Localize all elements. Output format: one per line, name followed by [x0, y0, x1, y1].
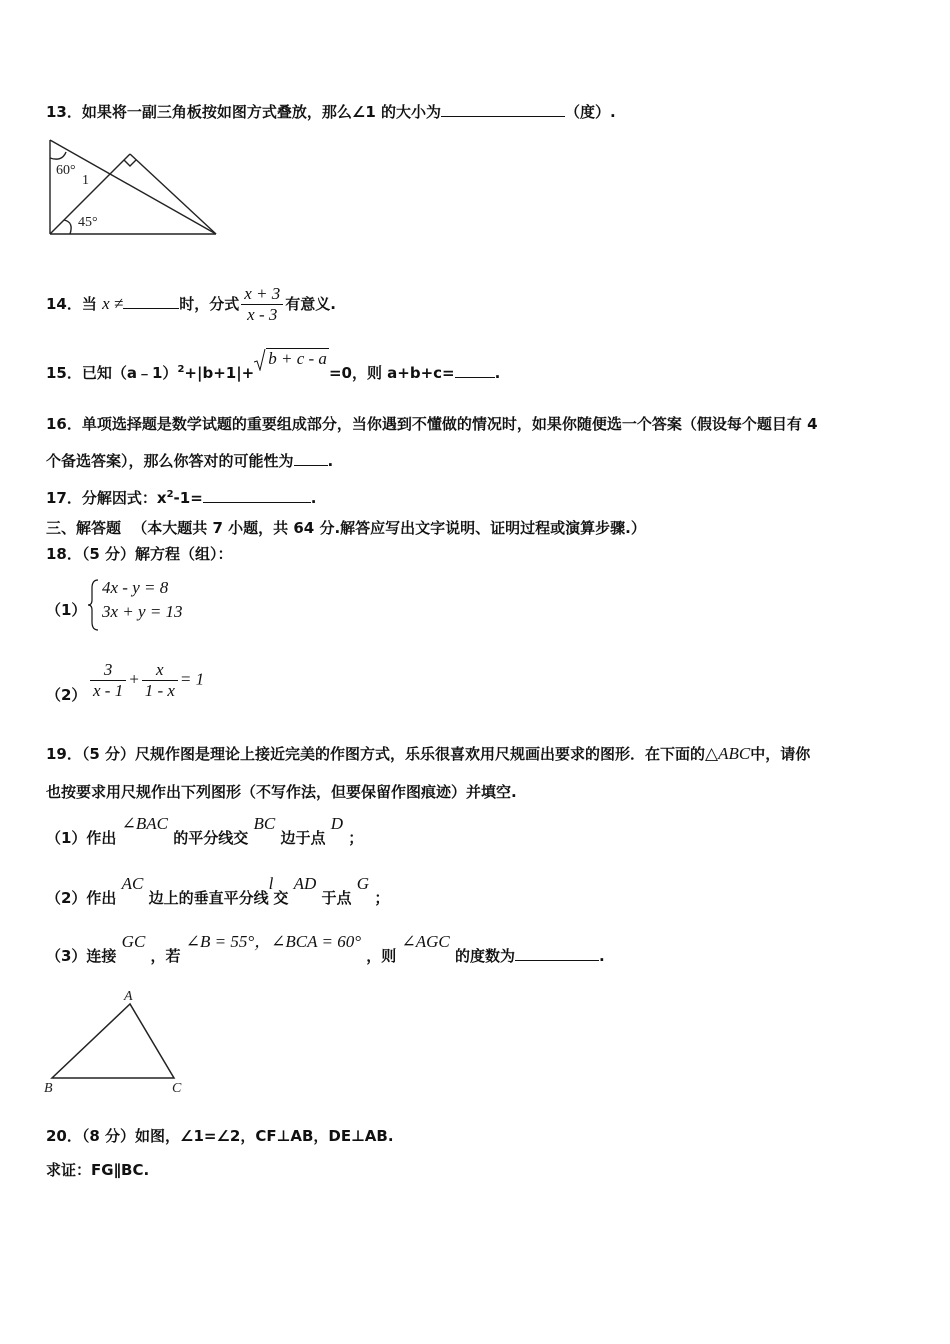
q19-s3c: ，则: [366, 947, 397, 965]
q19-s2e: ；: [374, 889, 390, 907]
q19-answer-blank: [515, 946, 599, 961]
q19-s2-g: G: [356, 874, 370, 893]
q19-triangle-figure: [40, 986, 200, 1098]
q19-s2-ac: AC: [121, 874, 144, 893]
q16-line1: 16．单项选择题是数学试题的重要组成部分，当你遇到不懂做的情况时，如果你随便选一个答案（假设每个题目有 4: [46, 415, 818, 433]
q19-s1-d: D: [330, 814, 344, 833]
q17-line: [46, 485, 316, 508]
q16-answer-blank: [294, 451, 328, 466]
q18-eq1: 4x - y = 8: [102, 578, 169, 597]
section3-note: （本大题共 7 小题，共 64 分.解答应写出文字说明、证明过程或演算步骤.）: [132, 519, 646, 537]
q19-s3-angles: ∠B = 55°，∠BCA = 60°: [185, 932, 361, 951]
q14-suffix: 有意义.: [285, 295, 336, 313]
q19-s3d: 的度数为: [454, 947, 515, 965]
q13-angle1-label: 1: [82, 173, 89, 188]
q18-f1-den: x - 1: [93, 681, 124, 700]
q15-answer-blank: [455, 363, 495, 378]
q17-end: .: [310, 489, 317, 507]
q13-angle60-label: 60°: [56, 163, 76, 178]
q19-step1: [46, 814, 364, 848]
q19-s3a: （3）连接: [46, 947, 117, 965]
section3-heading: [46, 518, 646, 538]
q18-eq2: 3x + y = 13: [102, 602, 183, 621]
q14-numerator: x + 3: [241, 284, 283, 305]
q15-radicand: b + c - a: [268, 349, 327, 368]
q18-title: 18．（5 分）解方程（组）：: [46, 545, 233, 563]
q19-vertex-a: A: [124, 989, 133, 1004]
q19-s3e: .: [598, 947, 605, 965]
q18-rhs: = 1: [179, 669, 205, 689]
q14-fraction: [241, 284, 283, 325]
q19-line1: [46, 744, 810, 764]
q19-s3-agc: ∠AGC: [401, 932, 450, 951]
q19-line2: 也按要求用尺规作出下列图形（不写作法，但要保留作图痕迹）并填空.: [46, 783, 517, 801]
q14-mid: 时，分式: [179, 295, 240, 313]
q17-mid: -1=: [173, 489, 203, 507]
q20-line2: 求证：FG∥BC.: [46, 1161, 150, 1179]
q19-s1-angle: ∠BAC: [121, 814, 169, 833]
q13-prefix: 13．如果将一副三角板按如图方式叠放，那么∠1 的大小为: [46, 103, 441, 121]
q18-fraction2: [142, 660, 178, 701]
q19-line1a: 19．（5 分）尺规作图是理论上接近完美的作图方式，乐乐很喜欢用尺规画出要求的图形．在下面的: [46, 745, 706, 763]
q18-part2-equation: [88, 660, 204, 701]
q15-end: .: [494, 364, 501, 382]
q19-line1b: 中，请你: [750, 745, 811, 763]
q19-s3-gc: GC: [121, 932, 146, 951]
q19-s1b: 的平分线交: [173, 829, 249, 847]
q18-part2-label: （2）: [46, 686, 87, 704]
q18-f2-den: 1 - x: [144, 681, 175, 700]
q19-triangle-symbol: △ABC: [705, 744, 751, 763]
q14-prefix: 14．当: [46, 295, 97, 313]
q18-system: [102, 576, 183, 624]
q14-line: [46, 284, 336, 325]
q19-vertex-b: B: [44, 1081, 53, 1096]
q13-angle45-label: 45°: [78, 215, 98, 230]
q20-line1: 20．（8 分）如图，∠1=∠2，CF⊥AB，DE⊥AB.: [46, 1127, 394, 1145]
q19-s2b: 边上的垂直平分线: [148, 889, 269, 907]
q18-brace: [88, 578, 100, 632]
q19-s2-ad: AD: [293, 874, 317, 893]
q19-s2a: （2）作出: [46, 889, 117, 907]
q15-sqrt: [254, 349, 329, 369]
section3-title: 三、解答题: [46, 519, 122, 537]
q19-s2d: 于点: [321, 889, 352, 907]
q13-answer-blank: [441, 102, 565, 117]
q19-step2: [46, 874, 390, 908]
q19-s1c: 边于点: [280, 829, 326, 847]
q19-s2c: 交: [273, 889, 289, 907]
q17-prefix: 17．分解因式：x: [46, 489, 167, 507]
q19-step3: [46, 932, 605, 966]
q18-part1-label: （1）: [46, 601, 87, 619]
q19-s1-bc: BC: [253, 814, 276, 833]
q19-s2-l: l: [268, 874, 274, 893]
q13-line: [46, 102, 616, 122]
q15-suffix: =0，则 a+b+c=: [328, 364, 455, 382]
q15-mid: +|b+1|+: [184, 364, 255, 382]
q19-s3b: ，若: [150, 947, 181, 965]
q17-answer-blank: [203, 488, 311, 503]
q19-s1a: （1）作出: [46, 829, 117, 847]
q18-plus: +: [128, 669, 140, 689]
q16-end: .: [327, 452, 334, 470]
q13-suffix: （度）.: [564, 103, 616, 121]
q19-s1d: ；: [348, 829, 364, 847]
q16-line2-text: 个备选答案），那么你答对的可能性为: [46, 452, 294, 470]
q14-var: x ≠: [102, 294, 124, 313]
q14-denominator: x - 3: [247, 305, 278, 324]
q15-sup: 2: [177, 364, 185, 375]
q17-sup: 2: [166, 489, 174, 500]
q18-fraction1: [90, 660, 126, 701]
q18-f1-num: 3: [90, 660, 126, 681]
q16-line2: [46, 451, 333, 471]
q19-vertex-c: C: [172, 1081, 182, 1096]
q15-prefix: 15．已知（a﹣1）: [46, 364, 178, 382]
q15-line: [46, 349, 501, 383]
q18-f2-num: x: [142, 660, 178, 681]
q14-answer-blank: [123, 294, 179, 309]
q13-figure: [44, 136, 224, 242]
